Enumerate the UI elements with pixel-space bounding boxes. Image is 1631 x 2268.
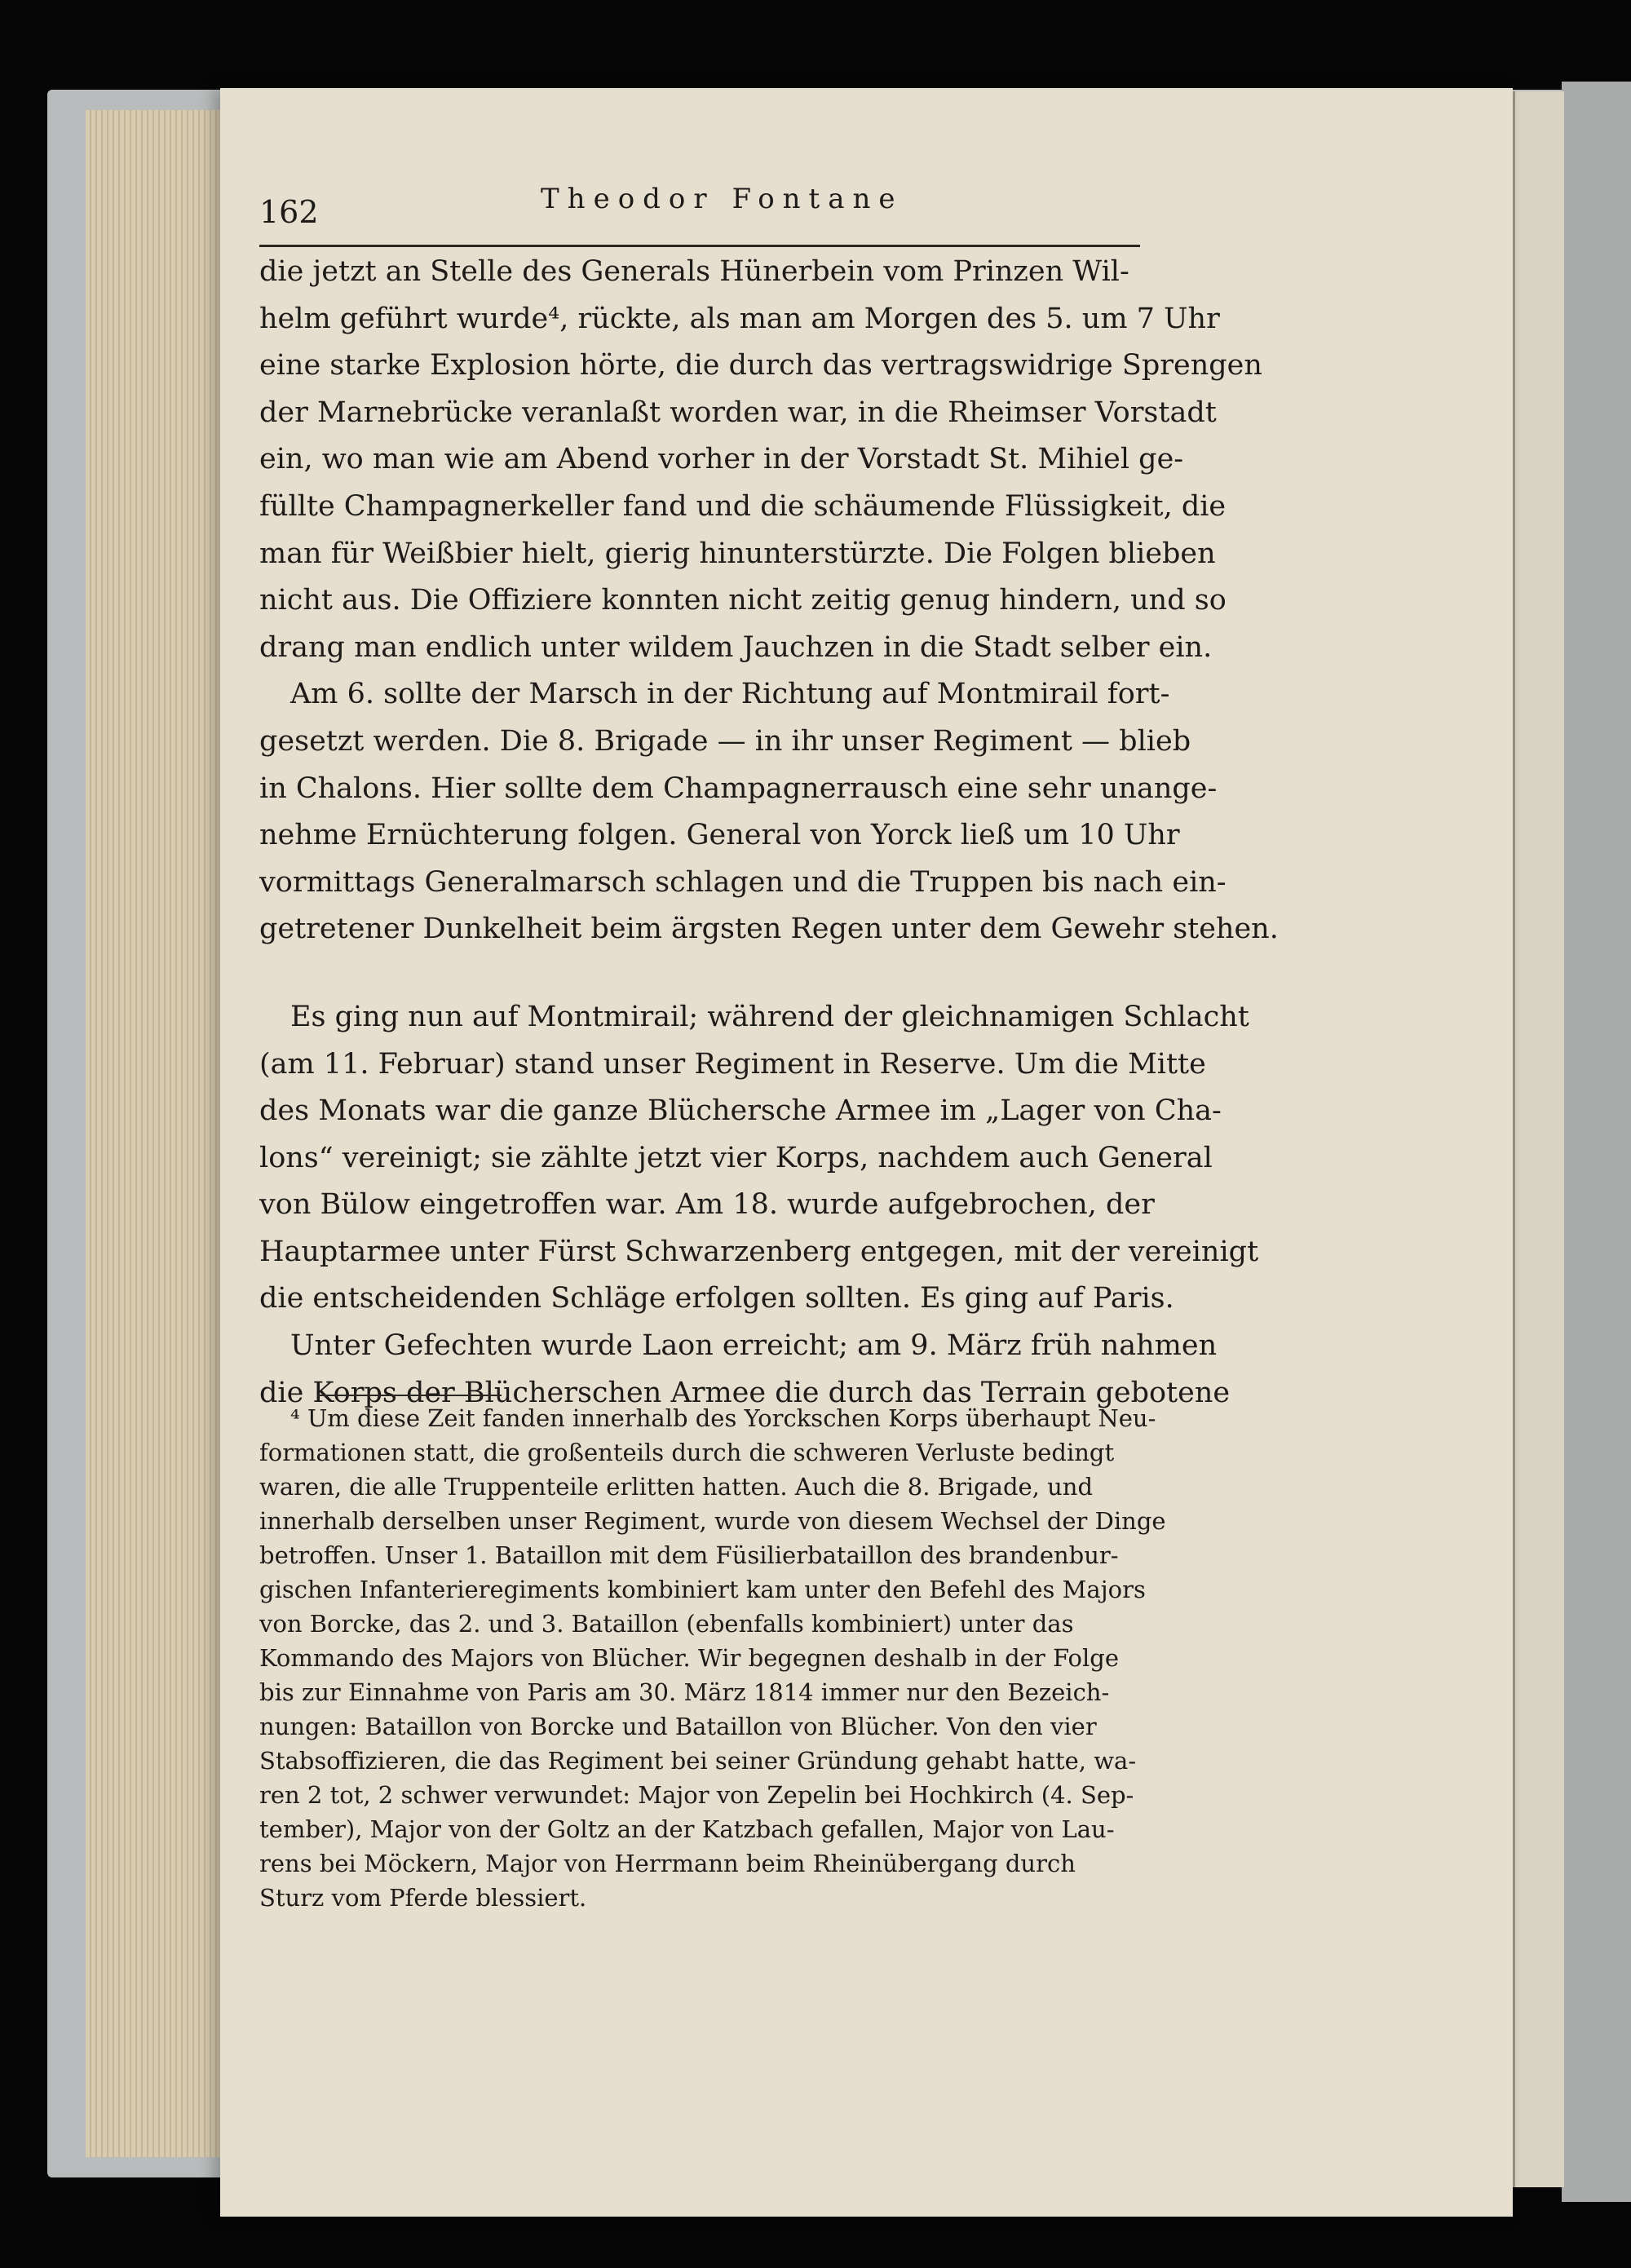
text-line: die Korps der Blücherschen Armee die durch das Terrain gebotene xyxy=(259,1376,1231,1409)
footnote-line: waren, die alle Truppenteile erlitten hatten. Auch die 8. Brigade, und xyxy=(259,1473,1094,1501)
paragraph xyxy=(259,994,1249,1041)
text-line: Hauptarmee unter Fürst Schwarzenberg entgegen, mit der vereinigt xyxy=(259,1235,1259,1268)
paragraph xyxy=(259,671,1170,718)
paragraph-continued xyxy=(259,1041,1259,1324)
footnote-line: gischen Infanterieregiments kombiniert kam unter den Befehl des Majors xyxy=(259,1576,1146,1603)
text-line: nehme Ernüchterung folgen. General von Yorck ließ um 10 Uhr xyxy=(259,819,1180,852)
text-line: getretener Dunkelheit beim ärgsten Regen unter dem Gewehr stehen. xyxy=(259,913,1279,946)
text-line: eine starke Explosion hörte, die durch das vertragswidrige Sprengen xyxy=(259,349,1262,382)
text-line: man für Weißbier hielt, gierig hinunterstürzte. Die Folgen blieben xyxy=(259,537,1216,570)
footnote-line: bis zur Einnahme von Paris am 30. März 1814 immer nur den Bezeich- xyxy=(259,1678,1110,1706)
footnote-line: betroffen. Unser 1. Bataillon mit dem Füsilierbataillon des brandenbur- xyxy=(259,1541,1119,1569)
text-line: in Chalons. Hier sollte dem Champagnerrausch eine sehr unange- xyxy=(259,771,1218,805)
text-line: lons“ vereinigt; sie zählte jetzt vier Korps, nachdem auch General xyxy=(259,1141,1213,1174)
text-line: die jetzt an Stelle des Generals Hünerbein vom Prinzen Wil- xyxy=(259,255,1129,288)
text-line: Es ging nun auf Montmirail; während der gleichnamigen Schlacht xyxy=(290,1000,1249,1033)
footnote-line: Sturz vom Pferde blessiert. xyxy=(259,1884,587,1912)
paragraph-continued xyxy=(259,718,1279,953)
footnote-line: ren 2 tot, 2 schwer verwundet: Major von Zepelin bei Hochkirch (4. Sep- xyxy=(259,1781,1134,1809)
text-line: ein, wo man wie am Abend vorher in der Vorstadt St. Mihiel ge- xyxy=(259,443,1184,476)
footnote-line: formationen statt, die großenteils durch die schweren Verluste bedingt xyxy=(259,1439,1115,1466)
text-line: von Bülow eingetroffen war. Am 18. wurde aufgebrochen, der xyxy=(259,1188,1155,1222)
footnote-line: nungen: Bataillon von Borcke und Bataillon von Blücher. Von den vier xyxy=(259,1713,1097,1740)
footnote-line: von Borcke, das 2. und 3. Bataillon (ebenfalls kombiniert) unter das xyxy=(259,1610,1074,1638)
main-text xyxy=(259,249,1279,1417)
text-line: gesetzt werden. Die 8. Brigade — in ihr unser Regiment — blieb xyxy=(259,724,1191,758)
paragraph xyxy=(259,1323,1218,1370)
footnote xyxy=(259,1401,1166,1915)
footnote-line: ⁴ Um diese Zeit fanden innerhalb des Yorckschen Korps überhaupt Neu- xyxy=(290,1404,1156,1432)
footnote-line: rens bei Möckern, Major von Herrmann beim Rheinübergang durch xyxy=(259,1850,1076,1877)
text-line: die entscheidenden Schläge erfolgen sollten. Es ging auf Paris. xyxy=(259,1282,1174,1315)
text-line: der Marnebrücke veranlaßt worden war, in die Rheimser Vorstadt xyxy=(259,396,1217,429)
text-line: Unter Gefechten wurde Laon erreicht; am 9. März früh nahmen xyxy=(290,1329,1218,1363)
footnote-divider xyxy=(318,1395,502,1396)
text-line: drang man endlich unter wildem Jauchzen in die Stadt selber ein. xyxy=(259,630,1213,664)
footnote-line: Stabsoffizieren, die das Regiment bei seiner Gründung gehabt hatte, wa- xyxy=(259,1747,1137,1775)
text-line: des Monats war die ganze Blüchersche Armee im „Lager von Cha- xyxy=(259,1094,1222,1128)
book-cover-right xyxy=(1562,82,1631,2202)
paragraph xyxy=(259,249,1262,671)
text-line: helm geführt wurde⁴, rückte, als man am Morgen des 5. um 7 Uhr xyxy=(259,302,1220,335)
text-line: Am 6. sollte der Marsch in der Richtung auf Montmirail fort- xyxy=(290,678,1170,711)
page-edges xyxy=(86,110,241,2157)
section-gap xyxy=(259,953,1148,994)
text-line: vormittags Generalmarsch schlagen und die Truppen bis nach ein- xyxy=(259,865,1227,899)
footnote-line: Kommando des Majors von Blücher. Wir begegnen deshalb in der Folge xyxy=(259,1644,1119,1672)
page-number: 162 xyxy=(259,194,319,230)
text-line: füllte Champagnerkeller fand und die schäumende Flüssigkeit, die xyxy=(259,489,1227,523)
footnote-line: innerhalb derselben unser Regiment, wurde von diesem Wechsel der Dinge xyxy=(259,1507,1166,1535)
text-line: nicht aus. Die Offiziere konnten nicht zeitig genug hindern, und so xyxy=(259,584,1227,617)
running-head: Theodor Fontane xyxy=(541,183,904,215)
text-line: (am 11. Februar) stand unser Regiment in Reserve. Um die Mitte xyxy=(259,1047,1206,1081)
page-header xyxy=(259,179,1140,247)
footnote-line: tember), Major von der Goltz an der Katzbach gefallen, Major von Lau- xyxy=(259,1815,1115,1843)
facing-page-edge xyxy=(1513,91,1564,2187)
